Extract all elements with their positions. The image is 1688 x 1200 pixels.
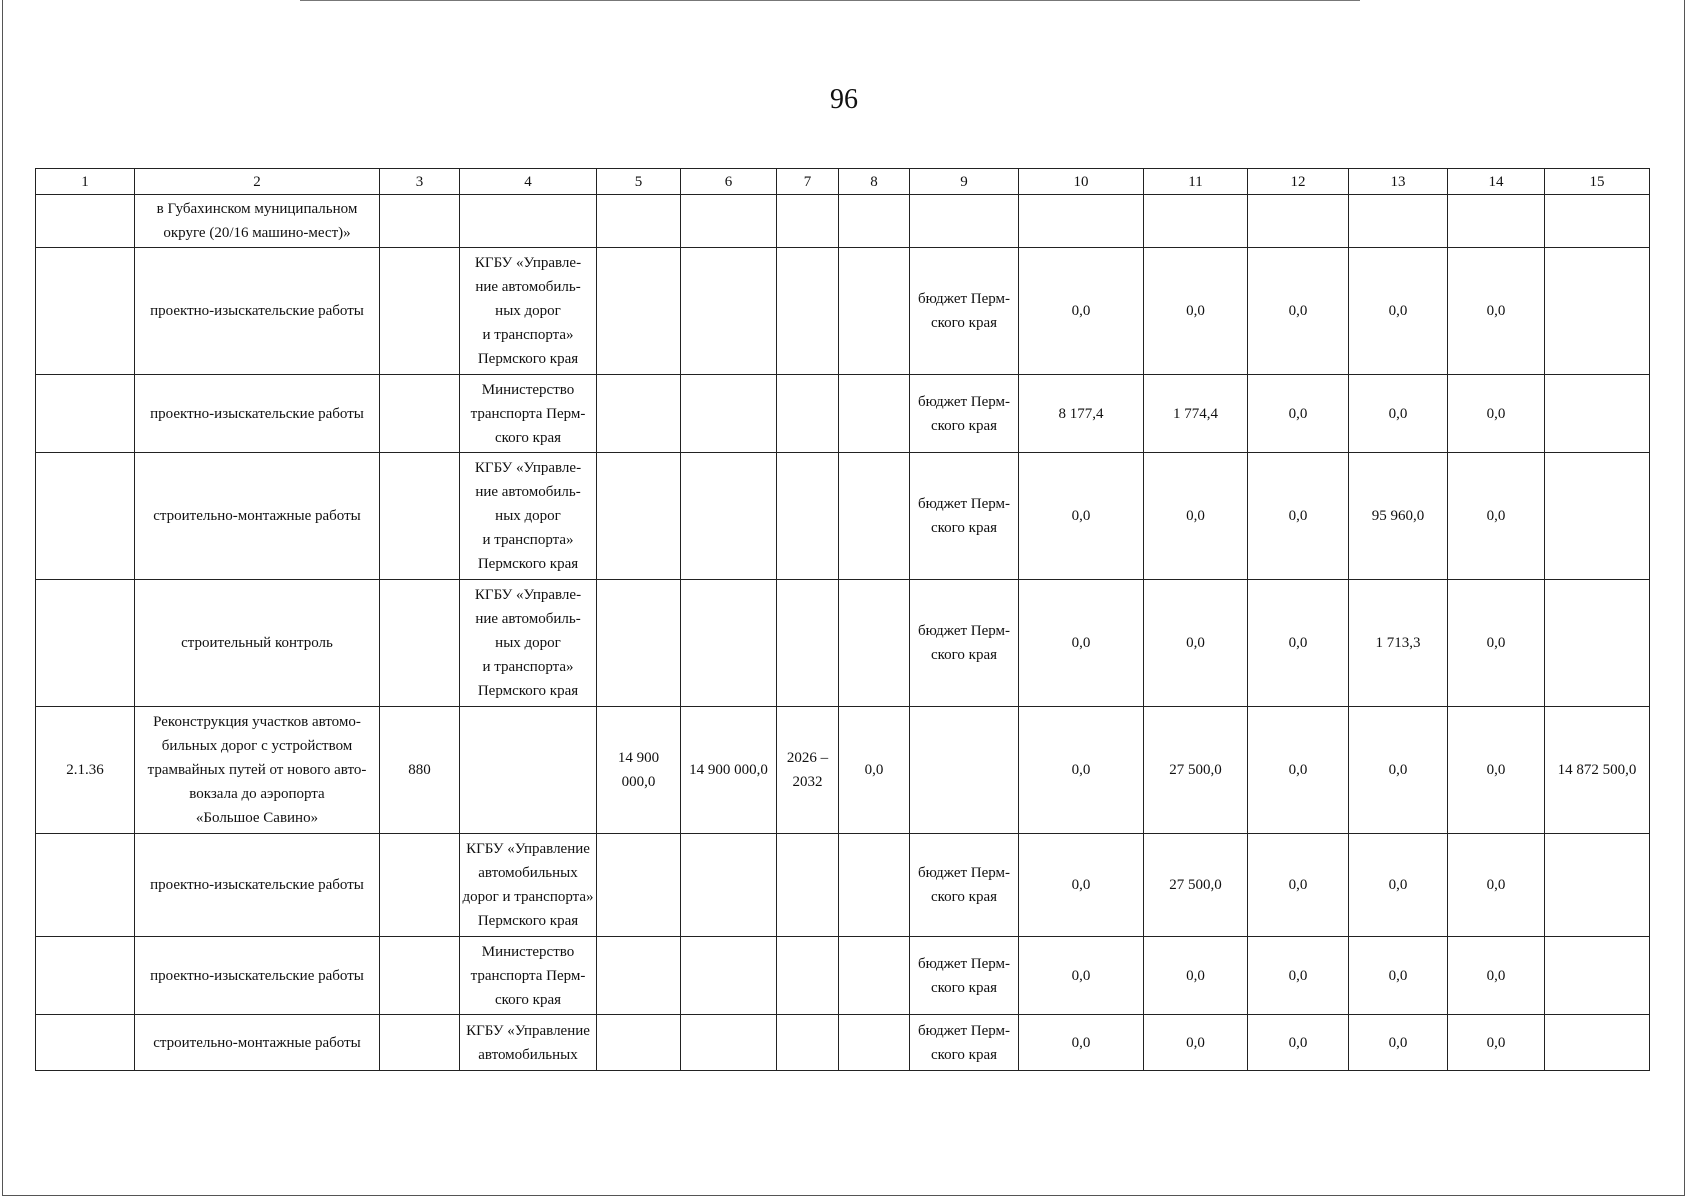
table-row (36, 937, 1650, 1015)
column-number-row (36, 169, 1650, 195)
table-cell (460, 834, 597, 937)
cell-text: КГБУ «Управле- ние автомобиль- ных дорог и транспорта» Пермского края (474, 255, 582, 367)
table-cell (597, 937, 681, 1015)
table-cell (839, 707, 910, 834)
cell-text: 880 (408, 762, 431, 778)
table-cell (1349, 195, 1448, 248)
table-cell (1448, 248, 1545, 375)
cell-text: 0,0 (1486, 508, 1506, 524)
table-cell (1019, 834, 1144, 937)
table-cell (681, 248, 777, 375)
cell-text: 27 500,0 (1169, 877, 1222, 893)
table-cell (681, 375, 777, 453)
table-cell (1349, 1015, 1448, 1071)
column-number: 11 (1144, 169, 1248, 195)
cell-text: 1 774,4 (1173, 405, 1218, 422)
table-cell (1144, 707, 1248, 834)
table-cell (1448, 1015, 1545, 1071)
table-cell (36, 580, 135, 707)
table-row (36, 248, 1650, 375)
cell-text: 0,0 (1288, 405, 1308, 422)
table-cell (1144, 834, 1248, 937)
table-cell (380, 707, 460, 834)
table-cell (36, 248, 135, 375)
table-cell (135, 834, 380, 937)
table-cell (839, 580, 910, 707)
cell-text: 0,0 (1071, 635, 1091, 651)
table-cell (1248, 195, 1349, 248)
table-cell (380, 195, 460, 248)
cell-text: 0,0 (1071, 303, 1091, 319)
table-row (36, 834, 1650, 937)
cell-text: в Губахинском муниципальном округе (20/16 машино-мест)» (156, 201, 358, 241)
table-cell (1349, 375, 1448, 453)
table-cell (839, 248, 910, 375)
table-cell (380, 1015, 460, 1071)
table-cell (597, 707, 681, 834)
top-border-line (300, 0, 1360, 1)
table-cell (1545, 834, 1650, 937)
page-number: 96 (830, 84, 858, 115)
column-number: 8 (839, 169, 910, 195)
budget-table (35, 168, 1650, 1071)
cell-text: бюджет Перм- ского края (917, 623, 1011, 663)
cell-text: 0,0 (1388, 967, 1408, 984)
cell-text: 0,0 (1288, 967, 1308, 984)
table-cell (1144, 1015, 1248, 1071)
table-cell (597, 580, 681, 707)
table-cell (135, 375, 380, 453)
table-cell (135, 937, 380, 1015)
cell-text: проектно-изыскательские работы (150, 967, 364, 984)
table-cell (681, 580, 777, 707)
cell-text: 0,0 (1288, 635, 1308, 651)
table-cell (777, 453, 839, 580)
cell-text: 0,0 (1486, 635, 1506, 651)
cell-text: 1 713,3 (1375, 635, 1421, 651)
cell-text: 0,0 (1288, 303, 1308, 319)
table-cell (910, 375, 1019, 453)
table-cell (1019, 937, 1144, 1015)
table-cell (1349, 834, 1448, 937)
table-cell (839, 1015, 910, 1071)
table-cell (1248, 580, 1349, 707)
table-cell (1448, 834, 1545, 937)
table-cell (1144, 375, 1248, 453)
table-cell (1448, 937, 1545, 1015)
cell-text: Реконструкция участков автомо- бильных дорог с устройством трамвайных путей от нового авто- вокзала до аэропорта «Большое Савино» (147, 714, 367, 826)
table-cell (910, 707, 1019, 834)
cell-text: 0,0 (1486, 303, 1506, 319)
cell-text: 14 872 500,0 (1557, 762, 1637, 778)
table-cell (681, 937, 777, 1015)
table-cell (36, 937, 135, 1015)
table-cell (380, 375, 460, 453)
table-cell (380, 453, 460, 580)
table-cell (135, 1015, 380, 1071)
cell-text: строительно-монтажные работы (153, 508, 361, 524)
table-cell (1349, 580, 1448, 707)
table-cell (777, 580, 839, 707)
table-cell (380, 834, 460, 937)
cell-text: 0,0 (1186, 1034, 1205, 1051)
table-cell (460, 248, 597, 375)
table-cell (597, 375, 681, 453)
column-number: 14 (1448, 169, 1545, 195)
table-cell (910, 937, 1019, 1015)
table-cell (777, 195, 839, 248)
table-cell (1448, 580, 1545, 707)
table-cell (380, 580, 460, 707)
cell-text: 0,0 (1388, 1034, 1408, 1051)
table-cell (380, 937, 460, 1015)
table-cell (36, 453, 135, 580)
table-cell (1545, 453, 1650, 580)
table-cell (1144, 580, 1248, 707)
table-cell (1349, 248, 1448, 375)
cell-text: 0,0 (1186, 635, 1205, 651)
table-cell (910, 453, 1019, 580)
table-cell (1248, 375, 1349, 453)
table-cell (1448, 375, 1545, 453)
cell-text: строительный контроль (181, 635, 333, 651)
cell-text: 0,0 (1071, 967, 1091, 984)
table-cell (681, 1015, 777, 1071)
cell-text: бюджет Перм- ского края (917, 1022, 1011, 1063)
table-cell (1019, 580, 1144, 707)
table-cell (1019, 707, 1144, 834)
table-cell (135, 195, 380, 248)
table-cell (1248, 1015, 1349, 1071)
table-cell (839, 375, 910, 453)
cell-text: бюджет Перм- ского края (917, 865, 1011, 905)
table-cell (1144, 195, 1248, 248)
table-cell (1248, 453, 1349, 580)
table-cell (777, 937, 839, 1015)
table-cell (460, 937, 597, 1015)
cell-text: проектно-изыскательские работы (150, 303, 364, 319)
table-cell (681, 834, 777, 937)
table-cell (839, 937, 910, 1015)
table-cell (1545, 707, 1650, 834)
table-cell (1545, 195, 1650, 248)
table-row (36, 580, 1650, 707)
table-cell (1248, 937, 1349, 1015)
cell-text: 0,0 (1388, 303, 1408, 319)
cell-text: КГБУ «Управле- ние автомобиль- ных дорог и транспорта» Пермского края (474, 460, 582, 572)
table-cell (1019, 453, 1144, 580)
table-cell (135, 453, 380, 580)
table-cell (36, 707, 135, 834)
column-number: 13 (1349, 169, 1448, 195)
table-row (36, 375, 1650, 453)
table-cell (1019, 195, 1144, 248)
table-cell (1019, 375, 1144, 453)
cell-text: 0,0 (1186, 303, 1205, 319)
cell-text: 0,0 (1486, 405, 1506, 422)
cell-text: бюджет Перм- ского края (917, 393, 1011, 434)
column-number: 15 (1545, 169, 1650, 195)
table-cell (681, 195, 777, 248)
cell-text: 0,0 (1071, 762, 1091, 778)
cell-text: 0,0 (1388, 405, 1408, 422)
cell-text: 0,0 (1288, 762, 1308, 778)
table-cell (910, 195, 1019, 248)
table-cell (460, 1015, 597, 1071)
cell-text: 0,0 (1071, 1034, 1091, 1051)
table-cell (777, 1015, 839, 1071)
table-cell (1144, 453, 1248, 580)
table-cell (597, 834, 681, 937)
table-cell (1448, 707, 1545, 834)
cell-text: строительно-монтажные работы (153, 1034, 361, 1051)
table-cell (1248, 834, 1349, 937)
table-cell (910, 248, 1019, 375)
cell-text: 27 500,0 (1169, 762, 1222, 778)
cell-text: 0,0 (1071, 508, 1091, 524)
table-cell (135, 580, 380, 707)
table-cell (135, 707, 380, 834)
table-cell (1545, 248, 1650, 375)
table-cell (597, 1015, 681, 1071)
table-cell (460, 580, 597, 707)
table-cell (460, 707, 597, 834)
table-cell (681, 707, 777, 834)
cell-text: проектно-изыскательские работы (150, 405, 364, 422)
table-cell (460, 453, 597, 580)
table-cell (1448, 195, 1545, 248)
table-cell (1349, 453, 1448, 580)
cell-text: КГБУ «Управле- ние автомобиль- ных дорог и транспорта» Пермского края (474, 587, 582, 699)
table-cell (839, 453, 910, 580)
cell-text: 95 960,0 (1371, 508, 1425, 524)
column-number: 1 (36, 169, 135, 195)
table-cell (36, 834, 135, 937)
cell-text: бюджет Перм- ского края (917, 955, 1011, 996)
cell-text: 8 177,4 (1058, 405, 1104, 422)
table-cell (597, 453, 681, 580)
table-row (36, 1015, 1650, 1071)
table-cell (777, 834, 839, 937)
column-number: 5 (597, 169, 681, 195)
table-cell (1448, 453, 1545, 580)
table-cell (1545, 1015, 1650, 1071)
column-number: 2 (135, 169, 380, 195)
table-row (36, 195, 1650, 248)
cell-text: 0,0 (1388, 877, 1408, 893)
table-cell (1144, 248, 1248, 375)
cell-text: 0,0 (1186, 967, 1205, 984)
cell-text: бюджет Перм- ского края (917, 291, 1011, 331)
column-number: 6 (681, 169, 777, 195)
cell-text: 0,0 (1486, 967, 1506, 984)
cell-text: 14 900 000,0 (617, 750, 660, 790)
table-cell (1019, 248, 1144, 375)
table-cell (1248, 248, 1349, 375)
cell-text: 0,0 (1288, 877, 1308, 893)
table-cell (36, 195, 135, 248)
column-number: 3 (380, 169, 460, 195)
cell-text: 0,0 (1288, 508, 1308, 524)
table-cell (681, 453, 777, 580)
column-number: 4 (460, 169, 597, 195)
cell-text: Министерство транспорта Перм- ского края (470, 381, 586, 446)
table-cell (1019, 1015, 1144, 1071)
cell-text: Министерство транспорта Перм- ского края (470, 943, 586, 1008)
cell-text: 0,0 (1071, 877, 1091, 893)
table-cell (460, 195, 597, 248)
table-cell (1545, 580, 1650, 707)
table-cell (777, 248, 839, 375)
table-cell (1545, 375, 1650, 453)
table-cell (839, 834, 910, 937)
cell-text: КГБУ «Управление автомобильных (466, 1022, 590, 1063)
table-cell (135, 248, 380, 375)
cell-text: 2.1.36 (66, 762, 104, 778)
cell-text: проектно-изыскательские работы (150, 877, 364, 893)
table-cell (777, 707, 839, 834)
cell-text: 0,0 (1288, 1034, 1308, 1051)
table-cell (839, 195, 910, 248)
table-cell (1349, 937, 1448, 1015)
cell-text: 2026 – 2032 (786, 750, 829, 790)
table-cell (777, 375, 839, 453)
column-number: 12 (1248, 169, 1349, 195)
cell-text: 0,0 (1388, 762, 1408, 778)
table-cell (1349, 707, 1448, 834)
table-cell (460, 375, 597, 453)
cell-text: 0,0 (1486, 762, 1506, 778)
column-number: 7 (777, 169, 839, 195)
table-cell (597, 195, 681, 248)
table-cell (1144, 937, 1248, 1015)
column-number: 9 (910, 169, 1019, 195)
table-row (36, 707, 1650, 834)
cell-text: бюджет Перм- ского края (917, 496, 1011, 536)
column-number: 10 (1019, 169, 1144, 195)
table-cell (36, 375, 135, 453)
table-cell (36, 1015, 135, 1071)
cell-text: 0,0 (1486, 1034, 1506, 1051)
cell-text: 14 900 000,0 (689, 762, 768, 778)
cell-text: 0,0 (864, 762, 884, 778)
cell-text: 0,0 (1186, 508, 1205, 524)
table-row (36, 453, 1650, 580)
table-cell (910, 1015, 1019, 1071)
cell-text: 0,0 (1486, 877, 1506, 893)
cell-text: КГБУ «Управление автомобильных дорог и транспорта» Пермского края (462, 841, 594, 929)
table-cell (380, 248, 460, 375)
table-cell (1545, 937, 1650, 1015)
table-cell (910, 580, 1019, 707)
table-cell (1248, 707, 1349, 834)
table-cell (910, 834, 1019, 937)
table-cell (597, 248, 681, 375)
